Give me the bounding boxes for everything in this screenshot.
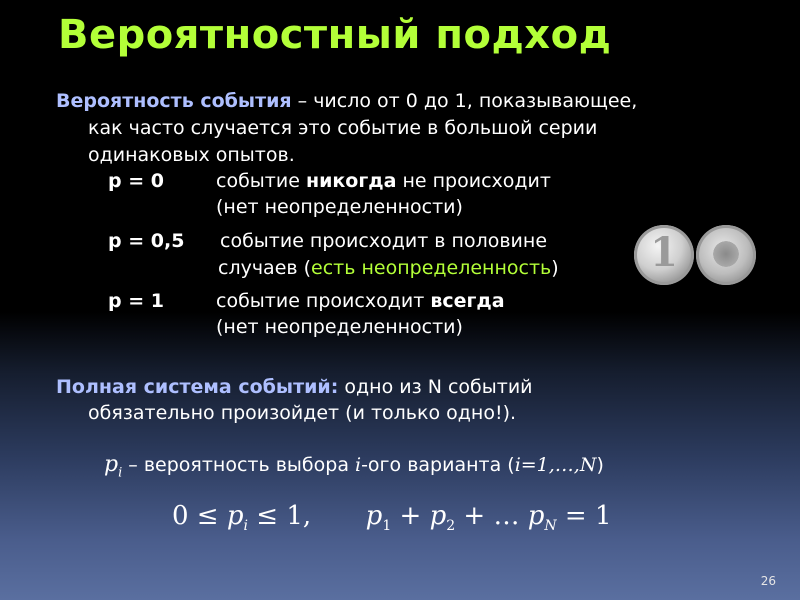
coin-obverse-image	[634, 225, 694, 285]
case-p05-text-2	[218, 255, 559, 281]
case-p05-highlight: есть неопределенность	[311, 257, 552, 279]
case-p0-note: (нет неопределенности)	[216, 196, 463, 218]
full-system-term: Полная система событий:	[56, 376, 339, 398]
page-number: 26	[760, 574, 776, 588]
slide-title: Вероятностный подход	[58, 12, 612, 58]
full-system-text-1: одно из N событий	[338, 376, 533, 398]
coin-digit: 1	[650, 229, 678, 276]
case-p1-label: p = 1	[108, 290, 164, 312]
definition-text-1: – число от 0 до 1, показывающее,	[291, 90, 638, 112]
definition-term: Вероятность события	[56, 90, 292, 112]
formula-inequality: $0 \le p_i \le 1$,	[172, 501, 312, 535]
definition-line-2: как часто случается это событие в большой серии	[88, 117, 598, 139]
coin-eagle-icon	[711, 239, 741, 269]
case-p05-text-1: событие происходит в половине	[220, 230, 548, 252]
coin-reverse-image	[696, 225, 756, 285]
formula-desc-mid: -ого варианта (	[361, 454, 515, 476]
case-p0-text	[216, 168, 551, 194]
case-p0-pre: событие	[216, 170, 306, 192]
definition-line-1	[56, 88, 637, 114]
case-p1-text	[216, 288, 505, 314]
case-p1-note: (нет неопределенности)	[216, 316, 463, 338]
formula-desc-pre: – вероятность выбора	[122, 454, 355, 476]
case-p0-post: не происходит	[396, 170, 551, 192]
formula-desc-post: )	[596, 454, 604, 476]
formula-math	[172, 500, 612, 542]
full-system-line-2: обязательно произойдет (и только одно!).	[88, 402, 517, 424]
case-p05-label: p = 0,5	[108, 230, 185, 252]
case-p05-pre: случаев (	[218, 257, 312, 279]
case-p1-bold: всегда	[430, 290, 505, 312]
case-p0-bold: никогда	[305, 170, 397, 192]
formula-i: i	[355, 454, 362, 476]
formula-description	[104, 452, 604, 486]
full-system-line-1	[56, 374, 533, 400]
formula-range: i=1,…,N	[514, 454, 597, 476]
formula-pi: $p_i$	[104, 452, 123, 481]
case-p1-pre: событие происходит	[216, 290, 431, 312]
case-p05-post: )	[551, 257, 559, 279]
definition-line-3: одинаковых опытов.	[88, 144, 295, 166]
case-p0-label: p = 0	[108, 170, 164, 192]
formula-sum: $p_1 + p_2$ + … $p_N = 1$	[365, 501, 612, 535]
